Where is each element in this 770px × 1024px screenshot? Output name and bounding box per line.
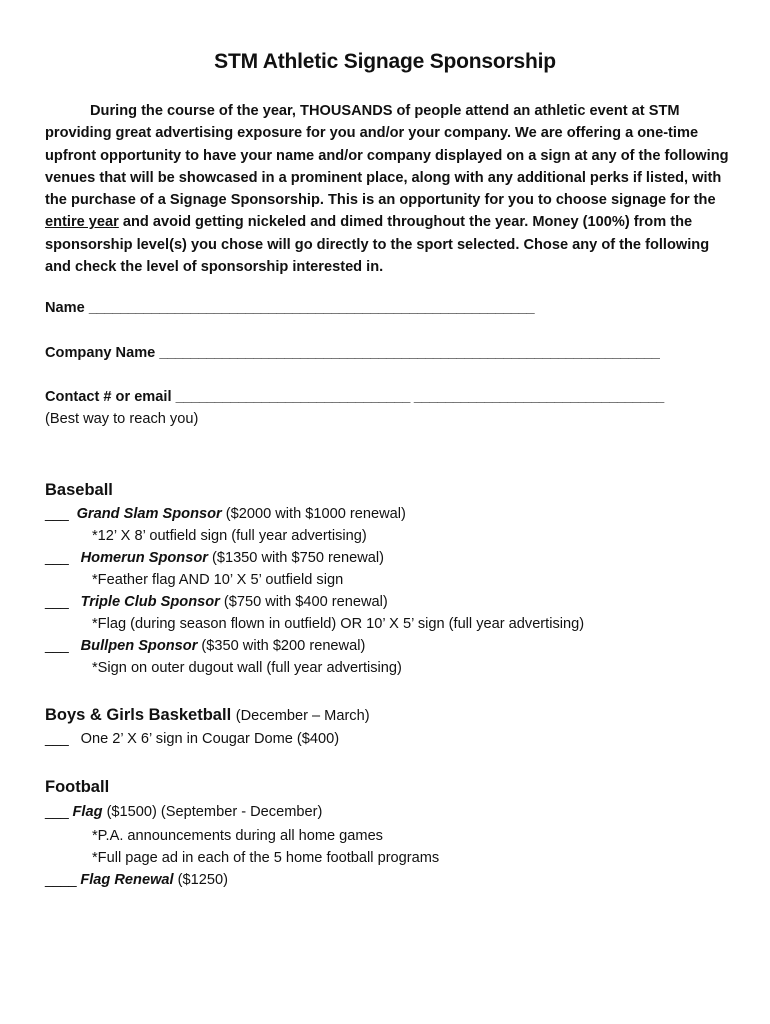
contact-blank-line[interactable]: ______________________________ ________________________________: [175, 389, 664, 405]
homerun-check-blank[interactable]: ___: [45, 550, 69, 566]
contact-field[interactable]: [45, 389, 664, 405]
flag-renewal-check-blank[interactable]: ____: [45, 872, 77, 888]
basketball-sign-option[interactable]: [45, 731, 339, 747]
football-heading: Football: [45, 778, 110, 796]
grand-slam-detail: *12’ X 8’ outfield sign (full year advertising): [92, 528, 367, 544]
triple-club-option[interactable]: [45, 594, 388, 610]
flag-name: Flag: [72, 804, 103, 820]
flag-check-blank[interactable]: ___: [45, 804, 69, 820]
grand-slam-option[interactable]: [45, 506, 406, 522]
intro-underlined-phrase: entire year: [45, 214, 119, 231]
contact-label: Contact # or email: [45, 389, 172, 405]
triple-club-detail: *Flag (during season flown in outfield) OR 10’ X 5’ sign (full year advertising): [92, 616, 585, 632]
contact-note: (Best way to reach you): [45, 411, 199, 427]
homerun-detail: *Feather flag AND 10’ X 5’ outfield sign: [92, 572, 344, 588]
grand-slam-name: Grand Slam Sponsor: [76, 506, 222, 522]
flag-renewal-name: Flag Renewal: [80, 872, 174, 888]
triple-club-name: Triple Club Sponsor: [80, 594, 220, 610]
basketball-heading-text: Boys & Girls Basketball: [45, 706, 232, 724]
basketball-heading: [45, 706, 370, 725]
bullpen-check-blank[interactable]: ___: [45, 638, 69, 654]
baseball-heading: Baseball: [45, 481, 113, 499]
company-name-blank-line[interactable]: ________________________________________________________________: [159, 345, 660, 361]
basketball-check-blank[interactable]: ___: [45, 731, 69, 747]
flag-price: ($1500) (September - December): [102, 804, 323, 820]
triple-club-price: ($750 with $400 renewal): [219, 594, 388, 610]
homerun-option[interactable]: [45, 550, 384, 566]
bullpen-price: ($350 with $200 renewal): [197, 638, 366, 654]
basketball-season: (December – March): [235, 708, 370, 724]
intro-paragraph: [45, 100, 735, 278]
homerun-name: Homerun Sponsor: [80, 550, 208, 566]
flag-detail-program-ad: *Full page ad in each of the 5 home football programs: [92, 850, 440, 866]
flag-renewal-price: ($1250): [173, 872, 228, 888]
name-blank-line[interactable]: _________________________________________________________: [88, 300, 535, 316]
homerun-price: ($1350 with $750 renewal): [207, 550, 384, 566]
bullpen-detail: *Sign on outer dugout wall (full year advertising): [92, 660, 402, 676]
company-name-field[interactable]: [45, 345, 660, 361]
triple-club-check-blank[interactable]: ___: [45, 594, 69, 610]
name-label: Name: [45, 300, 85, 316]
intro-text-part-2: and avoid getting nickeled and dimed throughout the year. Money (100%) from the sponsorship level(s) you chose will go directly to the sport selected. Chose any of the following and check the level of sponsorship interested in.: [45, 214, 710, 276]
company-name-label: Company Name: [45, 345, 156, 361]
bullpen-name: Bullpen Sponsor: [80, 638, 198, 654]
page-title: STM Athletic Signage Sponsorship: [214, 50, 556, 73]
grand-slam-check-blank[interactable]: ___: [45, 506, 69, 522]
flag-detail-pa: *P.A. announcements during all home games: [92, 828, 383, 844]
basketball-sign-text: One 2’ X 6’ sign in Cougar Dome ($400): [80, 731, 340, 747]
flag-renewal-option[interactable]: [45, 872, 228, 888]
grand-slam-price: ($2000 with $1000 renewal): [221, 506, 406, 522]
name-field[interactable]: [45, 300, 534, 316]
flag-option[interactable]: [45, 804, 322, 820]
bullpen-option[interactable]: [45, 638, 365, 654]
intro-text-part-1: During the course of the year, THOUSANDS of people attend an athletic event at STM providing great advertising exposure for you and/or your company. We are offering a one-time upfront opportunity to have your name and/or company displayed on a sign at any of the following venues that will be showcased in a prominent place, along with any additional perks if listed, with the purchase of a Signage Sponsorship. This is an opportunity for you to choose signage for the: [45, 103, 729, 209]
